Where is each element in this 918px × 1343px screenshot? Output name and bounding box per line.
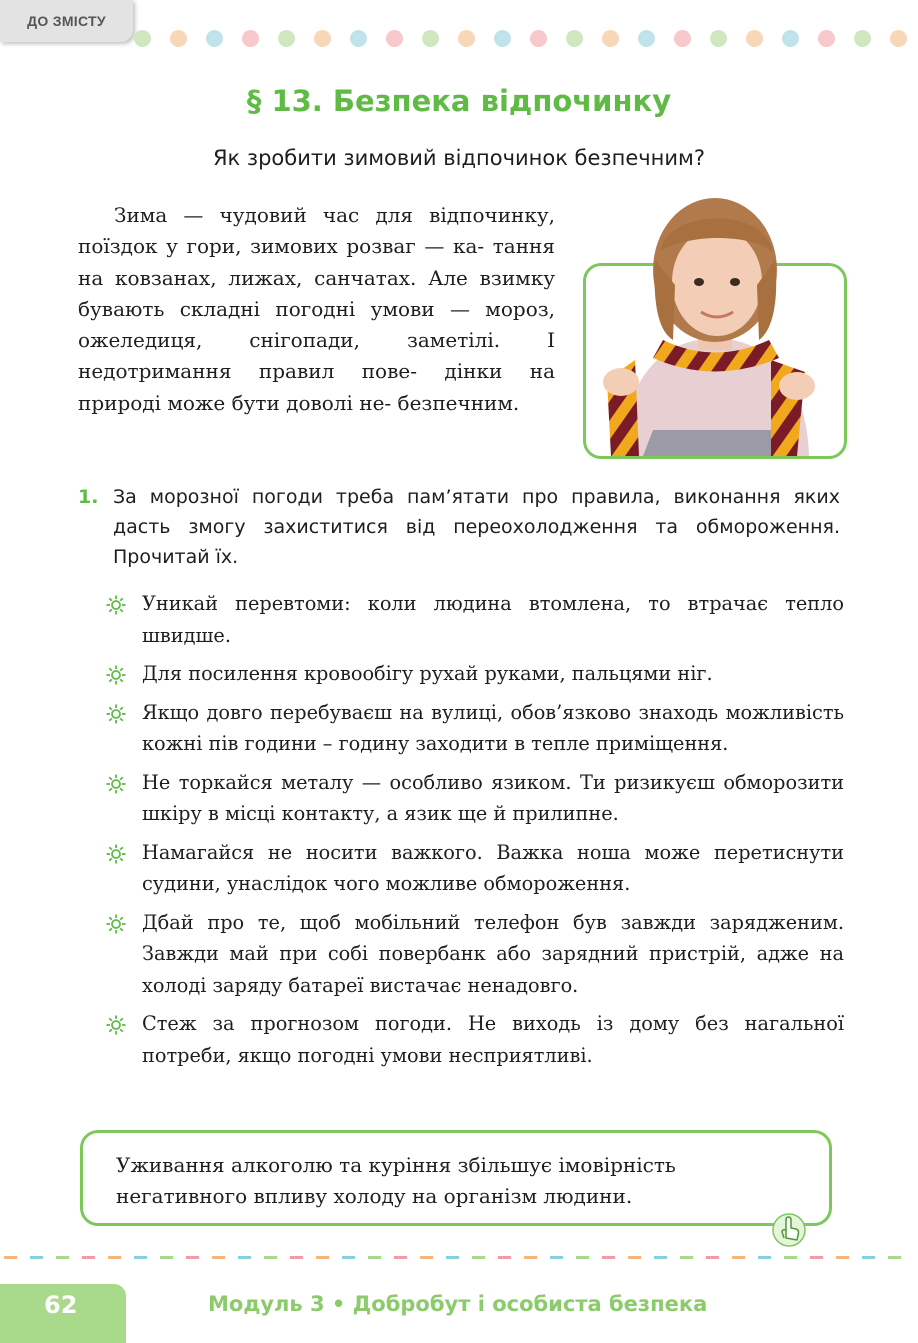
decorative-dash — [706, 1256, 719, 1259]
decorative-dash — [368, 1256, 381, 1259]
sun-bullet-icon — [106, 595, 126, 615]
intro-line: заметілі. І недотримання правил пове- — [78, 328, 555, 384]
decorative-dot — [242, 30, 259, 47]
decorative-dot — [206, 30, 223, 47]
decorative-dash — [732, 1256, 745, 1259]
decorative-dash — [394, 1256, 407, 1259]
footer-dashed-divider — [0, 1256, 918, 1260]
list-item — [106, 588, 844, 651]
rule-text: Для посилення кровообігу рухай руками, пальцями ніг. — [142, 662, 713, 685]
decorative-dash — [810, 1256, 823, 1259]
decorative-dash — [836, 1256, 849, 1259]
decorative-dot — [602, 30, 619, 47]
decorative-dot — [854, 30, 871, 47]
decorative-dash — [290, 1256, 303, 1259]
decorative-dot — [494, 30, 511, 47]
sun-bullet-icon — [106, 704, 126, 724]
decorative-dash — [550, 1256, 563, 1259]
footer-module-title: Модуль 3 • Добробут і особиста безпека — [208, 1292, 708, 1316]
decorative-dot — [890, 30, 907, 47]
decorative-dash — [602, 1256, 615, 1259]
sun-bullet-icon — [106, 665, 126, 685]
decorative-dot — [134, 30, 151, 47]
note-line: Уживання алкоголю та куріння збільшує імовірність — [116, 1153, 676, 1177]
sun-bullet-icon — [106, 914, 126, 934]
decorative-dot — [566, 30, 583, 47]
decorative-dash — [758, 1256, 771, 1259]
decorative-dash — [160, 1256, 173, 1259]
rule-text: Не торкайся металу — особливо язиком. Ти ризикуєш обморозити шкіру в місці контакту, а язик ще й прилипне. — [142, 770, 844, 825]
decorative-dash — [680, 1256, 693, 1259]
decorative-dash — [472, 1256, 485, 1259]
decorative-dash — [56, 1256, 69, 1259]
intro-line: тання на ковзанах, лижах, санчатах. — [78, 234, 555, 290]
decorative-dash — [212, 1256, 225, 1259]
decorative-dash — [342, 1256, 355, 1259]
decorative-dot — [638, 30, 655, 47]
decorative-dash — [4, 1256, 17, 1259]
decorative-dot — [530, 30, 547, 47]
list-item — [106, 907, 844, 1002]
intro-line: поїздок у гори, зимових розваг — ка- — [78, 234, 485, 259]
decorative-dot — [746, 30, 763, 47]
decorative-dash — [576, 1256, 589, 1259]
decorative-dash — [446, 1256, 459, 1259]
decorative-dot — [818, 30, 835, 47]
rule-text: Якщо довго перебуваєш на вулиці, обов’язково знаходь можливість кожні пів години – годину заходити в тепле приміщення. — [142, 700, 844, 755]
section-question: Як зробити зимовий відпочинок безпечним? — [212, 146, 706, 170]
note-box — [80, 1130, 832, 1226]
decorative-dash — [888, 1256, 901, 1259]
decorative-dot — [782, 30, 799, 47]
task-1 — [78, 482, 840, 572]
sun-bullet-icon — [106, 1015, 126, 1035]
decorative-dash — [862, 1256, 875, 1259]
decorative-dash — [784, 1256, 797, 1259]
decorative-dot — [386, 30, 403, 47]
decorative-dot — [350, 30, 367, 47]
intro-paragraph — [78, 200, 555, 419]
decorative-dot — [314, 30, 331, 47]
decorative-dot — [710, 30, 727, 47]
decorative-dash — [82, 1256, 95, 1259]
decorative-dot — [674, 30, 691, 47]
decorative-dot — [422, 30, 439, 47]
rule-text: Уникай перевтоми: коли людина втомлена, то втрачає тепло швидше. — [142, 592, 844, 647]
page-number: 62 — [0, 1284, 126, 1343]
girl-with-scarf-illustration — [583, 190, 847, 456]
decorative-dot — [458, 30, 475, 47]
decorative-dash — [498, 1256, 511, 1259]
list-item — [106, 767, 844, 830]
decorative-dot — [278, 30, 295, 47]
decorative-dash — [628, 1256, 641, 1259]
decorative-dash — [524, 1256, 537, 1259]
rule-text: Намагайся не носити важкого. Важка ноша може перетиснути судини, унаслідок чого можливе обмороження. — [142, 840, 844, 895]
intro-line: Але взимку бувають складні погодні — [78, 265, 555, 321]
rule-text: Стеж за прогнозом погоди. Не виходь із дому без нагальної потреби, якщо погодні умови несприятливі. — [142, 1012, 844, 1067]
list-item — [106, 837, 844, 900]
list-item — [106, 697, 844, 760]
toc-button-label: ДО ЗМІСТУ — [27, 13, 106, 29]
sun-bullet-icon — [106, 844, 126, 864]
page-title: § 13. Безпека відпочинку — [246, 84, 672, 118]
pointing-hand-icon — [772, 1210, 806, 1248]
task-text: За морозної погоди треба пам’ятати про правила, виконання яких дасть змогу захиститися від переохолодження та обмороження. Прочитай їх. — [113, 486, 840, 568]
rules-list — [106, 588, 844, 1078]
intro-line: безпечним. — [397, 390, 520, 415]
sun-bullet-icon — [106, 774, 126, 794]
rule-text: Дбай про те, щоб мобільний телефон був завжди зарядженим. Завжди май при собі повербанк або зарядний пристрій, адже на холоді заряду батареї вистачає ненадовго. — [142, 910, 844, 997]
note-text — [116, 1150, 816, 1212]
decorative-dash — [654, 1256, 667, 1259]
intro-line: Зима — чудовий час для відпочинку, — [114, 203, 555, 227]
note-line: негативного впливу холоду на організм людини. — [116, 1184, 633, 1208]
list-item — [106, 1008, 844, 1071]
decorative-dot — [170, 30, 187, 47]
decorative-dash — [420, 1256, 433, 1259]
decorative-dash — [316, 1256, 329, 1259]
intro-line: дінки на природі може бути доволі не- — [78, 359, 555, 415]
task-number: 1. — [78, 486, 99, 508]
decorative-dash — [30, 1256, 43, 1259]
decorative-dash — [238, 1256, 251, 1259]
list-item — [106, 658, 844, 690]
decorative-dash — [108, 1256, 121, 1259]
decorative-dots-row — [0, 28, 918, 48]
decorative-dash — [186, 1256, 199, 1259]
decorative-dash — [134, 1256, 147, 1259]
decorative-dash — [264, 1256, 277, 1259]
intro-line: умови — мороз, ожеледиця, снігопади, — [78, 296, 555, 353]
